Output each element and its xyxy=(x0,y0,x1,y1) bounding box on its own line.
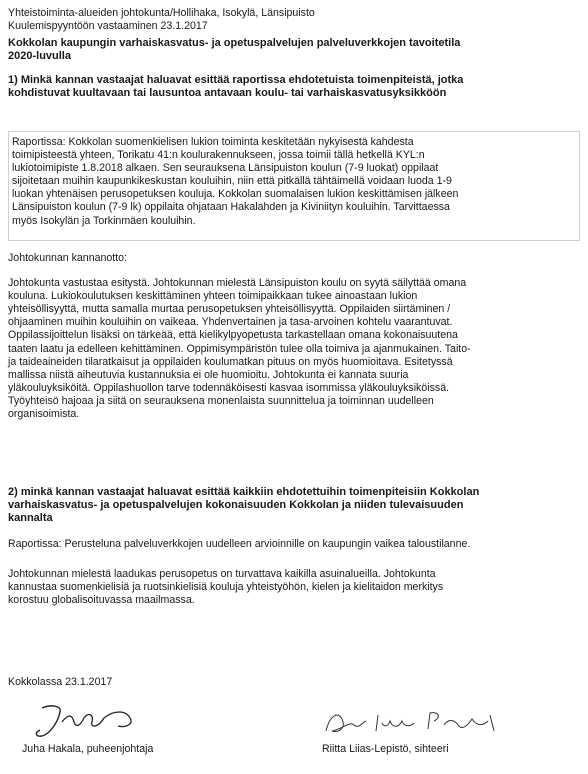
board-1-line: Johtokunta vastustaa esitystä. Johtokunnan mielestä Länsipuiston koulu on syytä säilyttää omana xyxy=(8,277,467,290)
report-2-text: Raportissa: Perusteluna palveluverkkojen uudelleen arvioinnille on kaupungin vaikea taloustilanne. xyxy=(8,538,471,550)
board-1-line: ja taideaineiden tilaratkaisut ja oppilaiden koulumatkan pituus on myös huomioitava. Esitetyssä xyxy=(8,355,453,368)
signature-left-handwriting xyxy=(22,700,172,740)
report-1-box xyxy=(8,131,580,241)
signatory-left: Juha Hakala, puheenjohtaja xyxy=(22,743,154,755)
board-2-line: kannustaa suomenkielisiä ja ruotsinkielisiä kouluja yhteistyöhön, kielen ja kielitaidon merkitys xyxy=(8,581,444,594)
question-2 xyxy=(8,486,479,525)
title-line-2: 2020-luvulla xyxy=(8,50,71,63)
board-1-line: organisoimista. xyxy=(8,408,80,421)
question-2-line-2: varhaiskasvatus- ja opetuspalvelujen kokonaisuuden Kokkolan ja niiden tulevaisuuden xyxy=(8,499,464,512)
board-2-line: Johtokunnan mielestä laadukas perusopetus on turvattava kaikilla asuinalueilla. Johtokunta xyxy=(8,568,436,580)
board-1-line: taaten laatu ja edelleen kehittäminen. Oppimisympäristön tulee olla toimiva ja ajanmukainen. Taito- xyxy=(8,342,471,355)
header-committee: Yhteistoiminta-alueiden johtokunta/Hollihaka, Isokylä, Länsipuisto xyxy=(8,7,315,19)
board-1-line: ohjaaminen muihin kouluihin on vaikeaa. Yhdenvertainen ja tasa-arvoinen kohtelu vaarantuvat. xyxy=(8,316,453,329)
report-1-line: Länsipuiston koulun (7-9 lk) oppilaita ohjataan Hakalahden ja Kiviniityn kouluihin. Tarvittaessa xyxy=(12,201,450,214)
signatory-right: Riitta Liias-Lepistö, sihteeri xyxy=(322,743,449,755)
board-2-line: korostuu globalisoituvassa maailmassa. xyxy=(8,594,195,607)
question-1 xyxy=(8,74,580,100)
board-statement-2 xyxy=(8,568,443,607)
report-1-line: myös Isokylän ja Torkinmäen kouluihin. xyxy=(12,214,196,227)
report-1-line: Raportissa: Kokkolan suomenkielisen lukion toiminta keskitetään nykyisestä kahdesta xyxy=(12,136,414,148)
board-statement-1 xyxy=(8,252,471,421)
question-2-line-1: 2) minkä kannan vastaajat haluavat esittää kaikkiin ehdotettuihin toimenpiteisiin Kokkolan xyxy=(8,486,480,498)
board-1-line: Oppilassijoittelun lisäksi on tärkeää, että kielikylpyopetusta tarkastellaan omana kokonaisuutena xyxy=(8,329,458,342)
report-1-line: luokan yhtenäisen perusopetuksen kouluja. Kokkolan suomalaisen lukion keskittämisen jälkeen xyxy=(12,188,459,201)
document-title xyxy=(8,37,580,63)
title-line-1: Kokkolan kaupungin varhaiskasvatus- ja opetuspalvelujen palveluverkkojen tavoitetila xyxy=(8,37,461,50)
question-1-line-1: 1) Minkä kannan vastaajat haluavat esittää raportissa ehdotetuista toimenpiteistä, jotka xyxy=(8,74,464,87)
report-1-line: sijoitetaan muihin kaupunkikeskustan kouluihin, niin että pitkällä tähtäimellä voidaan luoda 1-9 xyxy=(12,175,452,188)
report-2 xyxy=(8,538,470,551)
board-1-line: mallissa niistä aiheutuvia kustannuksia ei ole huomioitu. Johtokunta ei kannata suuria xyxy=(8,368,409,381)
header-subject: Kuulemispyyntöön vastaaminen 23.1.2017 xyxy=(8,20,208,33)
header xyxy=(8,7,580,33)
signature-right-handwriting xyxy=(318,705,518,737)
document-page xyxy=(8,7,580,607)
board-1-line: yläkouluyksiköitä. Oppilashuollon tarve todennäköisesti kasvaa isommissa yläkouluyksiköissä. xyxy=(8,381,450,394)
report-1-line: toimipisteestä yhteen, Torikatu 41:n koulurakennukseen, jossa toimii tällä hetkellä KYL:n xyxy=(12,149,425,162)
board-1-line: kouluna. Lukiokoulutuksen keskittäminen yhteen toimipaikkaan tukee ainoastaan lukion xyxy=(8,290,418,303)
question-1-line-2: kohdistuvat kuultavaan tai lausuntoa antavaan koulu- tai varhaiskasvatusyksikköön xyxy=(8,87,447,100)
board-1-line: Työyhteisö hajoaa ja siitä on seurauksena monenlaista suunnittelua ja toiminnan uudelleen xyxy=(8,394,434,407)
board-1-line: yhteisöllisyyttä, mutta samalla murtaa perusopetuksen yhteisöllisyyttä. Oppilaiden siirtäminen / xyxy=(8,303,451,316)
report-1-line: lukiotoimipiste 1.8.2018 alkaen. Sen seurauksena Länsipuiston koulun (7-9 luokat) oppilaat xyxy=(12,162,439,175)
question-2-line-3: kannalta xyxy=(8,512,53,525)
place-date: Kokkolassa 23.1.2017 xyxy=(8,676,113,688)
board-heading: Johtokunnan kannanotto: xyxy=(8,252,127,264)
